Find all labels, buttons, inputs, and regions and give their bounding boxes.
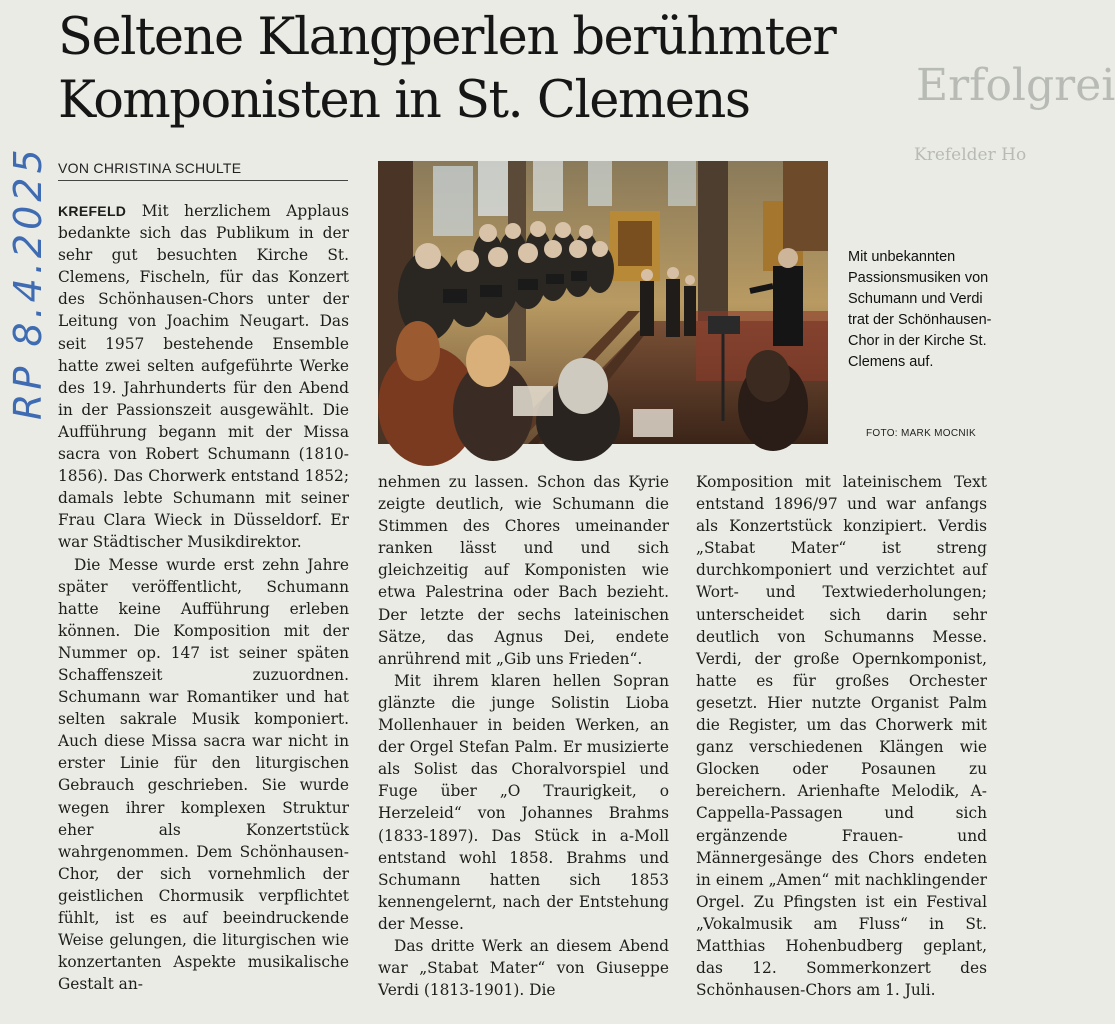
paragraph: Das dritte Werk an diesem Abend war „Stabat Mater“ von Giuseppe Verdi (1813-1901). Die [378,936,669,1000]
headline-line-1: Seltene Klangperlen berühmter [58,8,836,67]
adjacent-headline-fragment: Erfolgrei [916,60,1115,111]
article-headline [58,6,918,132]
paragraph: nehmen zu lassen. Schon das Kyrie zeigte deutlich, wie Schumann die Stimmen des Chores umeinander ranken lässt und und sich gleichzeitig auf Komponisten wie etwa Palestrina oder Bach bezieht. Der letzte der sechs lateinischen Sätze, das Agnus Dei, endete anrührend mit „Gib uns Frieden“. [378,473,669,668]
article-column-1 [58,200,349,995]
byline: VON CHRISTINA SCHULTE [58,160,348,181]
article-column-2 [378,471,669,1001]
choir-photo [378,161,828,444]
handwritten-date-note: RP 8.4.2025 [6,145,50,420]
paragraph [58,200,349,554]
headline-line-2: Komponisten in St. Clemens [58,71,750,130]
adjacent-text-fragment: Krefelder Ho [914,145,1027,165]
dateline: KREFELD [58,203,127,219]
photo-credit: FOTO: MARK MOCNIK [866,428,976,439]
paragraph: Die Messe wurde erst zehn Jahre später veröffentlicht, Schumann hatte keine Aufführung erleben können. Die Komposition mit der Nummer op. 147 ist seiner späten Schaffenszeit zuzuordnen. Schumann war Romantiker und hat selten sakrale Musik komponiert. Auch diese Missa sacra war nicht in erster Linie für den liturgischen Gebrauch geschrieben. Sie wurde wegen ihrer komplexen Struktur eher als Konzertstück wahrgenommen. Dem Schönhausen-Chor, der sich vornehmlich der geistlichen Chormusik verpflichtet fühlt, ist es auf beeindruckende Weise gelungen, die liturgischen wie konzertanten Aspekte musikalische Gestalt an- [58,555,349,994]
paragraph: Komposition mit lateinischem Text entstand 1896/97 und war anfangs als Konzertstück konzipiert. Verdis „Stabat Mater“ ist streng durchkomponiert und verzichtet auf Wort- und Textwiederholungen; unterscheidet sich darin sehr deutlich von Schumanns Messe. Verdi, der große Opernkomponist, hatte es für großes Orchester gesetzt. Hier nutzte Organist Palm die Register, um das Chorwerk mit ganz verschiedenen Klängen wie Glocken oder Posaunen zu bereichern. Arienhafte Melodik, A-Cappella-Passagen und sich ergänzende Frauen- und Männergesänge des Chors endeten in einem „Amen“ mit nachklingender Orgel. Zu Pfingsten ist ein Festival „Vokalmusik am Fluss“ in St. Matthias Hohenbudberg geplant, das 12. Sommerkonzert des Schönhausen-Chors am 1. Juli. [696,473,987,1000]
photo-caption: Mit unbekannten Passionsmusiken von Schumann und Verdi trat der Schönhausen-Chor in der Kirche St. Clemens auf. [848,249,992,370]
choir-concert-image [378,161,828,444]
paragraph: Mit ihrem klaren hellen Sopran glänzte die junge Solistin Lioba Mollenhauer in beiden Werken, an der Orgel Stefan Palm. Er musizierte als Solist das Choralvorspiel und Fuge über „O Traurigkeit, o Herzeleid“ von Johannes Brahms (1833-1897). Das Stück in a-Moll entstand wohl 1858. Brahms und Schumann hatten sich 1853 kennengelernt, nach der Entstehung der Messe. [378,671,669,933]
article-column-3 [696,471,987,1001]
paragraph-text: Mit herzlichem Applaus bedankte sich das Publikum in der sehr gut besuchten Kirche St. Clemens, Fischeln, für das Konzert des Schönhausen-Chors unter der Leitung von Joachim Neugart. Das seit 1957 bestehende Ensemble hatte zwei selten aufgeführte Werke des 19. Jahrhunderts für den Abend in der Passionszeit ausgewählt. Die Aufführung begann mit der Missa sacra von Robert Schumann (1810-1856). Das Chorwerk entstand 1852; damals lebte Schumann mit seiner Frau Clara Wieck in Düsseldorf. Er war Städtischer Musikdirektor. [58,202,349,552]
